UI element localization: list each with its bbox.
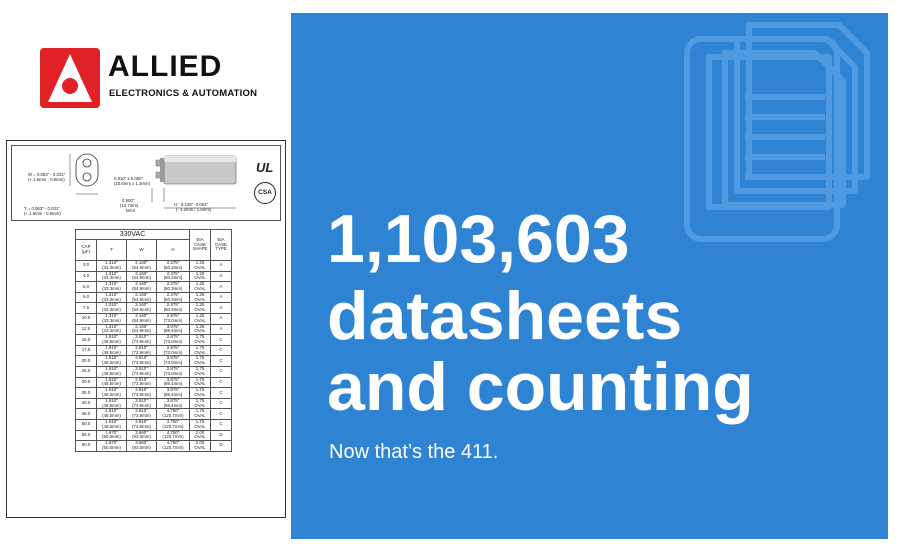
table-cell: 1.75 OVAL bbox=[190, 409, 211, 420]
table-cell: 2.375" (60.3mm) bbox=[157, 282, 190, 293]
table-cell: 7.5 bbox=[76, 303, 97, 314]
table-cell: 2.375" (60.3mm) bbox=[157, 261, 190, 272]
dim-h: H - 0.125"- 0.063" bbox=[174, 202, 209, 207]
table-row bbox=[76, 313, 232, 324]
table-row bbox=[76, 271, 232, 282]
table-cell: 30.0 bbox=[76, 377, 97, 388]
table-cell: 1.970" (50.0mm) bbox=[97, 430, 127, 441]
table-row bbox=[76, 366, 232, 377]
table-cell: 1.25 OVAL bbox=[190, 324, 211, 335]
table-cell: 2.160" (54.9mm) bbox=[127, 313, 157, 324]
table-row bbox=[76, 419, 232, 430]
table-cell: C bbox=[211, 377, 232, 388]
col-header-h: H bbox=[157, 240, 190, 261]
table-cell: 1.25 OVAL bbox=[190, 261, 211, 272]
table-row bbox=[76, 388, 232, 399]
table-cell: 2.875" (73.0mm) bbox=[157, 335, 190, 346]
table-cell: 1.75 OVAL bbox=[190, 345, 211, 356]
dim-lead: 0.500" bbox=[122, 198, 135, 203]
table-cell: 1.25 OVAL bbox=[190, 303, 211, 314]
table-cell: 3.875" (98.4mm) bbox=[157, 324, 190, 335]
dim-t-mm: (+ 1.6mm - 0.8mm) bbox=[24, 211, 61, 216]
table-cell: 1.75 OVAL bbox=[190, 335, 211, 346]
table-cell: 1.910" (48.5mm) bbox=[97, 388, 127, 399]
table-cell: 4.750" (120.7mm) bbox=[157, 430, 190, 441]
table-cell: C bbox=[211, 345, 232, 356]
table-row bbox=[76, 377, 232, 388]
table-cell: 1.310" (33.3mm) bbox=[97, 324, 127, 335]
table-cell: 10.0 bbox=[76, 313, 97, 324]
table-cell: 2.910" (73.9mm) bbox=[127, 366, 157, 377]
table-cell: 2.910" (73.9mm) bbox=[127, 377, 157, 388]
table-cell: 4.0 bbox=[76, 271, 97, 282]
table-row bbox=[76, 282, 232, 293]
dim-w-mm: (+ 1.6mm - 0.8mm) bbox=[28, 177, 65, 182]
dim-lead-max: MAX bbox=[126, 208, 136, 213]
table-cell: 3.875" (98.4mm) bbox=[157, 377, 190, 388]
table-cell: C bbox=[211, 388, 232, 399]
table-cell: D bbox=[211, 430, 232, 441]
table-cell: C bbox=[211, 335, 232, 346]
table-row bbox=[76, 430, 232, 441]
table-cell: 1.310" (33.3mm) bbox=[97, 313, 127, 324]
table-cell: A bbox=[211, 303, 232, 314]
table-cell: 2.910" (73.9mm) bbox=[127, 409, 157, 420]
table-cell: 6.0 bbox=[76, 292, 97, 303]
allied-logo-a-icon bbox=[40, 48, 100, 108]
table-cell: 2.160" (54.9mm) bbox=[127, 324, 157, 335]
table-cell: 1.25 OVAL bbox=[190, 282, 211, 293]
table-cell: 1.910" (48.5mm) bbox=[97, 377, 127, 388]
table-row bbox=[76, 441, 232, 452]
promo-panel bbox=[291, 13, 888, 539]
table-cell: 2.160" (54.9mm) bbox=[127, 261, 157, 272]
table-cell: 20.0 bbox=[76, 356, 97, 367]
table-cell: 2.910" (73.9mm) bbox=[127, 356, 157, 367]
table-cell: 1.310" (33.3mm) bbox=[97, 271, 127, 282]
table-cell: 2.910" (73.9mm) bbox=[127, 345, 157, 356]
headline-datasheets: datasheets bbox=[327, 278, 683, 354]
headline-and-counting: and counting bbox=[327, 349, 754, 425]
dim-lead-mm: (12.7mm) bbox=[120, 203, 139, 208]
table-cell: A bbox=[211, 261, 232, 272]
datasheet-drawing bbox=[11, 145, 281, 221]
table-cell: 40.0 bbox=[76, 398, 97, 409]
table-cell: 2.910" (73.9mm) bbox=[127, 335, 157, 346]
table-cell: 2.375" (60.3mm) bbox=[157, 271, 190, 282]
table-cell: 1.75 OVAL bbox=[190, 388, 211, 399]
logo-tagline: ELECTRONICS & AUTOMATION bbox=[109, 88, 258, 99]
table-cell: 2.375" (60.3mm) bbox=[157, 303, 190, 314]
table-cell: 2.160" (54.9mm) bbox=[127, 271, 157, 282]
table-cell: 2.875" (73.0mm) bbox=[157, 345, 190, 356]
table-cell: 12.5 bbox=[76, 324, 97, 335]
table-row bbox=[76, 356, 232, 367]
table-cell: 1.910" (48.5mm) bbox=[97, 409, 127, 420]
col-header-cap: CAP (µF) bbox=[76, 240, 97, 261]
table-cell: 1.910" (48.5mm) bbox=[97, 356, 127, 367]
table-cell: 1.910" (48.5mm) bbox=[97, 366, 127, 377]
table-cell: C bbox=[211, 398, 232, 409]
table-cell: 1.310" (33.3mm) bbox=[97, 282, 127, 293]
table-cell: A bbox=[211, 292, 232, 303]
table-cell: A bbox=[211, 282, 232, 293]
table-cell: 2.00 OVAL bbox=[190, 430, 211, 441]
datasheet-preview bbox=[6, 140, 286, 518]
table-cell: A bbox=[211, 271, 232, 282]
table-cell: 1.25 OVAL bbox=[190, 292, 211, 303]
table-cell: 1.25 OVAL bbox=[190, 271, 211, 282]
table-row bbox=[76, 292, 232, 303]
table-cell: 1.75 OVAL bbox=[190, 398, 211, 409]
table-row bbox=[76, 345, 232, 356]
table-cell: 4.750" (120.7mm) bbox=[157, 419, 190, 430]
table-cell: 2.375" (60.3mm) bbox=[157, 292, 190, 303]
dim-h-mm: (- 3.2mm / 1.6mm) bbox=[176, 207, 212, 212]
col-header-eia-shape: EIA CASE SHAPE bbox=[190, 230, 211, 261]
table-cell: C bbox=[211, 409, 232, 420]
dim-w: W = 0.063" - 0.031" bbox=[28, 172, 66, 177]
table-cell: 1.75 OVAL bbox=[190, 419, 211, 430]
table-cell: 1.25 OVAL bbox=[190, 313, 211, 324]
table-cell: 3.660" (93.0mm) bbox=[127, 430, 157, 441]
table-cell: 50.0 bbox=[76, 419, 97, 430]
table-cell: 2.160" (54.9mm) bbox=[127, 303, 157, 314]
capacitor-spec-table bbox=[75, 229, 232, 452]
table-cell: 3.875" (98.4mm) bbox=[157, 388, 190, 399]
table-cell: 35.0 bbox=[76, 388, 97, 399]
table-cell: 1.910" (48.5mm) bbox=[97, 335, 127, 346]
table-cell: A bbox=[211, 324, 232, 335]
col-header-eia-type: EIA CASE TYPE bbox=[211, 230, 232, 261]
table-cell: 15.0 bbox=[76, 335, 97, 346]
table-cell: 1.910" (48.5mm) bbox=[97, 345, 127, 356]
subline-text: Now that’s the 411. bbox=[329, 441, 499, 463]
headline-count: 1,103,603 bbox=[327, 201, 630, 277]
table-cell: 1.310" (33.3mm) bbox=[97, 261, 127, 272]
table-cell: 1.970" (50.0mm) bbox=[97, 441, 127, 452]
table-cell: 17.5 bbox=[76, 345, 97, 356]
table-cell: 1.75 OVAL bbox=[190, 377, 211, 388]
table-cell: 2.910" (73.9mm) bbox=[127, 388, 157, 399]
table-cell: 5.0 bbox=[76, 282, 97, 293]
table-cell: 1.310" (33.3mm) bbox=[97, 292, 127, 303]
col-header-w: W bbox=[127, 240, 157, 261]
table-cell: 4.750" (120.7mm) bbox=[157, 409, 190, 420]
table-cell: 1.310" (33.3mm) bbox=[97, 303, 127, 314]
table-cell: 1.75 OVAL bbox=[190, 366, 211, 377]
table-cell: 2.00 OVAL bbox=[190, 441, 211, 452]
table-cell: 1.910" (48.5mm) bbox=[97, 419, 127, 430]
table-cell: 2.875" (73.0mm) bbox=[157, 366, 190, 377]
table-cell: C bbox=[211, 356, 232, 367]
table-cell: 2.160" (54.9mm) bbox=[127, 292, 157, 303]
table-cell: 2.875" (73.0mm) bbox=[157, 356, 190, 367]
table-cell: 2.875" (73.0mm) bbox=[157, 313, 190, 324]
dim-tab-mm: (20.6mm x 1.3mm) bbox=[114, 181, 151, 186]
table-cell: 1.910" (48.5mm) bbox=[97, 398, 127, 409]
csa-certification-mark: CSA bbox=[254, 182, 276, 204]
table-row bbox=[76, 409, 232, 420]
table-cell: A bbox=[211, 313, 232, 324]
table-row bbox=[76, 324, 232, 335]
table-cell: 60.0 bbox=[76, 441, 97, 452]
table-cell: D bbox=[211, 441, 232, 452]
table-cell: 2.910" (73.9mm) bbox=[127, 398, 157, 409]
table-cell: 3.0 bbox=[76, 261, 97, 272]
ul-certification-mark: UL bbox=[256, 160, 274, 175]
table-cell: C bbox=[211, 366, 232, 377]
table-row bbox=[76, 398, 232, 409]
table-cell: 3.875" (98.4mm) bbox=[157, 398, 190, 409]
table-cell: 2.910" (73.9mm) bbox=[127, 419, 157, 430]
spec-table-body bbox=[76, 261, 232, 452]
documents-tablet-icon bbox=[679, 17, 879, 247]
table-cell: 25.0 bbox=[76, 366, 97, 377]
voltage-header: 330VAC bbox=[76, 230, 190, 240]
allied-logo bbox=[40, 48, 260, 108]
table-row bbox=[76, 261, 232, 272]
table-cell: C bbox=[211, 419, 232, 430]
table-cell: 3.660" (93.0mm) bbox=[127, 441, 157, 452]
dim-t: T = 0.063" - 0.031" bbox=[24, 206, 60, 211]
table-row bbox=[76, 303, 232, 314]
table-cell: 45.0 bbox=[76, 409, 97, 420]
col-header-t: T bbox=[97, 240, 127, 261]
logo-brand-name: ALLIED bbox=[108, 50, 223, 83]
table-cell: 4.750" (120.7mm) bbox=[157, 441, 190, 452]
table-cell: 55.0 bbox=[76, 430, 97, 441]
table-cell: 2.160" (54.9mm) bbox=[127, 282, 157, 293]
dim-tab: 0.810" x 0.050" bbox=[114, 176, 144, 181]
table-row bbox=[76, 335, 232, 346]
table-cell: 1.75 OVAL bbox=[190, 356, 211, 367]
